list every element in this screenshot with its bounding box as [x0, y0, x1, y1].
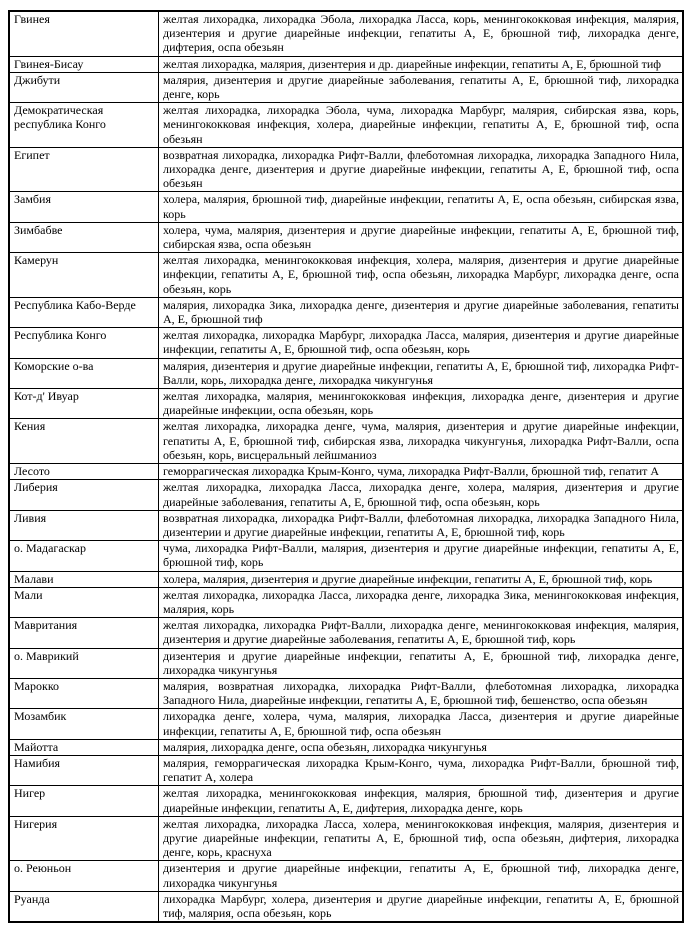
diseases-cell: дизентерия и другие диарейные инфекции, гепатиты А, Е, брюшной тиф, лихорадка денге, лихорадка чикунгунья — [159, 861, 684, 891]
diseases-cell: лихорадка Марбург, холера, дизентерия и другие диарейные инфекции, гепатиты А, Е, брюшной тиф, малярия, оспа обезьян, корь — [159, 891, 684, 922]
country-cell: Марокко — [9, 678, 159, 708]
diseases-cell: желтая лихорадка, лихорадка Ласса, холера, менингококковая инфекция, малярия, дизентерия и другие диарейные инфекции, гепатиты А, Е, брюшной тиф, оспа обезьян, дифтерия, лихорадка денге, корь, краснуха — [159, 816, 684, 861]
diseases-cell: малярия, лихорадка Зика, лихорадка денге, дизентерия и другие диарейные заболевания, гепатиты А, Е, брюшной тиф — [159, 297, 684, 327]
diseases-cell: желтая лихорадка, лихорадка Рифт-Валли, лихорадка денге, менингококковая инфекция, малярия, дизентерия и другие диарейные заболевания, гепатиты А, Е, брюшной тиф, корь — [159, 618, 684, 648]
table-row — [9, 389, 683, 419]
diseases-cell: малярия, лихорадка денге, оспа обезьян, лихорадка чикунгунья — [159, 739, 684, 755]
country-cell: Гвинея — [9, 11, 159, 56]
diseases-cell: лихорадка денге, холера, чума, малярия, лихорадка Ласса, дизентерия и другие диарейные инфекции, гепатиты А, Е, брюшной тиф, оспа обезьян — [159, 709, 684, 739]
country-cell: Египет — [9, 147, 159, 192]
diseases-cell: малярия, геморрагическая лихорадка Крым-Конго, чума, лихорадка Рифт-Валли, брюшной тиф, гепатит А, холера — [159, 755, 684, 785]
table-row — [9, 618, 683, 648]
table-row — [9, 328, 683, 358]
table-row — [9, 816, 683, 861]
table-row — [9, 147, 683, 192]
country-cell: Гвинея-Бисау — [9, 56, 159, 72]
table-row — [9, 464, 683, 480]
diseases-cell: геморрагическая лихорадка Крым-Конго, чума, лихорадка Рифт-Валли, брюшной тиф, гепатит А — [159, 464, 684, 480]
diseases-cell: желтая лихорадка, менингококковая инфекция, холера, малярия, дизентерия и другие диарейные инфекции, гепатиты А, Е, брюшной тиф, оспа обезьян, лихорадка Марбург, лихорадка денге, оспа обезьян, корь — [159, 253, 684, 298]
country-cell: Нигерия — [9, 816, 159, 861]
diseases-cell: холера, малярия, брюшной тиф, диарейные инфекции, гепатиты А, Е, оспа обезьян, сибирская язва, корь — [159, 192, 684, 222]
country-cell: Республика Кабо-Верде — [9, 297, 159, 327]
country-cell: Камерун — [9, 253, 159, 298]
country-cell: Ливия — [9, 510, 159, 540]
country-cell: Мозамбик — [9, 709, 159, 739]
country-cell: Кот-д' Ивуар — [9, 389, 159, 419]
table-row — [9, 480, 683, 510]
table-row — [9, 541, 683, 571]
table-row — [9, 72, 683, 102]
table-row — [9, 222, 683, 252]
country-cell: Зимбабве — [9, 222, 159, 252]
diseases-cell: желтая лихорадка, малярия, менингококковая инфекция, лихорадка денге, дизентерия и другие диарейные инфекции, оспа обезьян, корь — [159, 389, 684, 419]
table-row — [9, 358, 683, 388]
table-row — [9, 678, 683, 708]
table-row — [9, 56, 683, 72]
diseases-cell: холера, чума, малярия, дизентерия и другие диарейные инфекции, гепатиты А, Е, брюшной тиф, сибирская язва, оспа обезьян — [159, 222, 684, 252]
country-cell: о. Маврикий — [9, 648, 159, 678]
country-cell: Лесото — [9, 464, 159, 480]
table-row — [9, 709, 683, 739]
diseases-cell: холера, малярия, дизентерия и другие диарейные инфекции, гепатиты А, Е, брюшной тиф, корь — [159, 571, 684, 587]
table-row — [9, 192, 683, 222]
country-cell: Республика Конго — [9, 328, 159, 358]
table-row — [9, 297, 683, 327]
country-cell: Намибия — [9, 755, 159, 785]
diseases-cell: желтая лихорадка, лихорадка Эбола, лихорадка Ласса, корь, менингококковая инфекция, малярия, дизентерия и другие диарейные инфекции, гепатиты А, Е, брюшной тиф, лихорадка денге, дифтерия, оспа обезьян — [159, 11, 684, 56]
diseases-cell: возвратная лихорадка, лихорадка Рифт-Валли, флеботомная лихорадка, лихорадка Западного Нила, лихорадка денге, дизентерия и другие диарейные инфекции, гепатиты А, Е, брюшной тиф, оспа обезьян — [159, 147, 684, 192]
diseases-cell: желтая лихорадка, лихорадка Ласса, лихорадка денге, лихорадка Зика, менингококковая инфекция, малярия, корь — [159, 587, 684, 617]
table-row — [9, 253, 683, 298]
diseases-cell: желтая лихорадка, лихорадка Эбола, чума, лихорадка Марбург, малярия, сибирская язва, корь, менингококковая инфекция, холера, диарейные инфекции, гепатиты А, Е, брюшной тиф, оспа обезьян — [159, 103, 684, 148]
diseases-cell: желтая лихорадка, малярия, дизентерия и др. диарейные инфекции, гепатиты А, Е, брюшной тиф — [159, 56, 684, 72]
diseases-cell: малярия, дизентерия и другие диарейные заболевания, гепатиты А, Е, брюшной тиф, лихорадка денге, корь — [159, 72, 684, 102]
country-disease-table — [8, 10, 684, 923]
country-cell: Джибути — [9, 72, 159, 102]
table-row — [9, 891, 683, 922]
diseases-cell: дизентерия и другие диарейные инфекции, гепатиты А, Е, брюшной тиф, лихорадка денге, лихорадка чикунгунья — [159, 648, 684, 678]
table-row — [9, 755, 683, 785]
table-row — [9, 419, 683, 464]
diseases-cell: малярия, дизентерия и другие диарейные инфекции, гепатиты А, Е, брюшной тиф, лихорадка Рифт-Валли, корь, лихорадка денге, лихорадка чикунгунья — [159, 358, 684, 388]
table-row — [9, 11, 683, 56]
table-row — [9, 739, 683, 755]
table-row — [9, 587, 683, 617]
country-cell: Нигер — [9, 786, 159, 816]
country-cell: Руанда — [9, 891, 159, 922]
country-cell: Мали — [9, 587, 159, 617]
table-row — [9, 861, 683, 891]
country-cell: Коморские о-ва — [9, 358, 159, 388]
diseases-cell: желтая лихорадка, лихорадка Ласса, лихорадка денге, холера, малярия, дизентерия и другие диарейные заболевания, гепатиты А, Е, брюшной тиф, оспа обезьян, корь — [159, 480, 684, 510]
country-cell: Майотта — [9, 739, 159, 755]
table-row — [9, 103, 683, 148]
country-cell: Демократическая республика Конго — [9, 103, 159, 148]
diseases-cell: чума, лихорадка Рифт-Валли, малярия, дизентерия и другие диарейные инфекции, гепатиты А, Е, брюшной тиф, корь — [159, 541, 684, 571]
table-row — [9, 510, 683, 540]
table-row — [9, 786, 683, 816]
diseases-cell: малярия, возвратная лихорадка, лихорадка Рифт-Валли, флеботомная лихорадка, лихорадка Западного Нила, диарейные инфекции, гепатиты А, Е, брюшной тиф, бешенство, оспа обезьян — [159, 678, 684, 708]
table-row — [9, 648, 683, 678]
country-cell: о. Реюньон — [9, 861, 159, 891]
diseases-cell: желтая лихорадка, лихорадка денге, чума, малярия, дизентерия и другие диарейные инфекции, гепатиты А, Е, брюшной тиф, сибирская язва, лихорадка чикунгунья, лихорадка Рифт-Валли, оспа обезьян, корь, висцеральный лейшманиоз — [159, 419, 684, 464]
country-cell: Замбия — [9, 192, 159, 222]
country-cell: Мавритания — [9, 618, 159, 648]
diseases-cell: возвратная лихорадка, лихорадка Рифт-Валли, флеботомная лихорадка, лихорадка Западного Нила, дизентерии и другие диарейные инфекции, гепатиты А, Е, брюшной тиф, корь — [159, 510, 684, 540]
country-cell: Малави — [9, 571, 159, 587]
country-cell: о. Мадагаскар — [9, 541, 159, 571]
diseases-cell: желтая лихорадка, лихорадка Марбург, лихорадка Ласса, малярия, дизентерия и другие диарейные инфекции, гепатиты А, Е, брюшной тиф, оспа обезьян, корь — [159, 328, 684, 358]
country-cell: Либерия — [9, 480, 159, 510]
table-body — [9, 11, 683, 922]
table-row — [9, 571, 683, 587]
diseases-cell: желтая лихорадка, менингококковая инфекция, малярия, брюшной тиф, дизентерия и другие диарейные инфекции, гепатиты А, Е, дифтерия, лихорадка денге, корь — [159, 786, 684, 816]
country-cell: Кения — [9, 419, 159, 464]
